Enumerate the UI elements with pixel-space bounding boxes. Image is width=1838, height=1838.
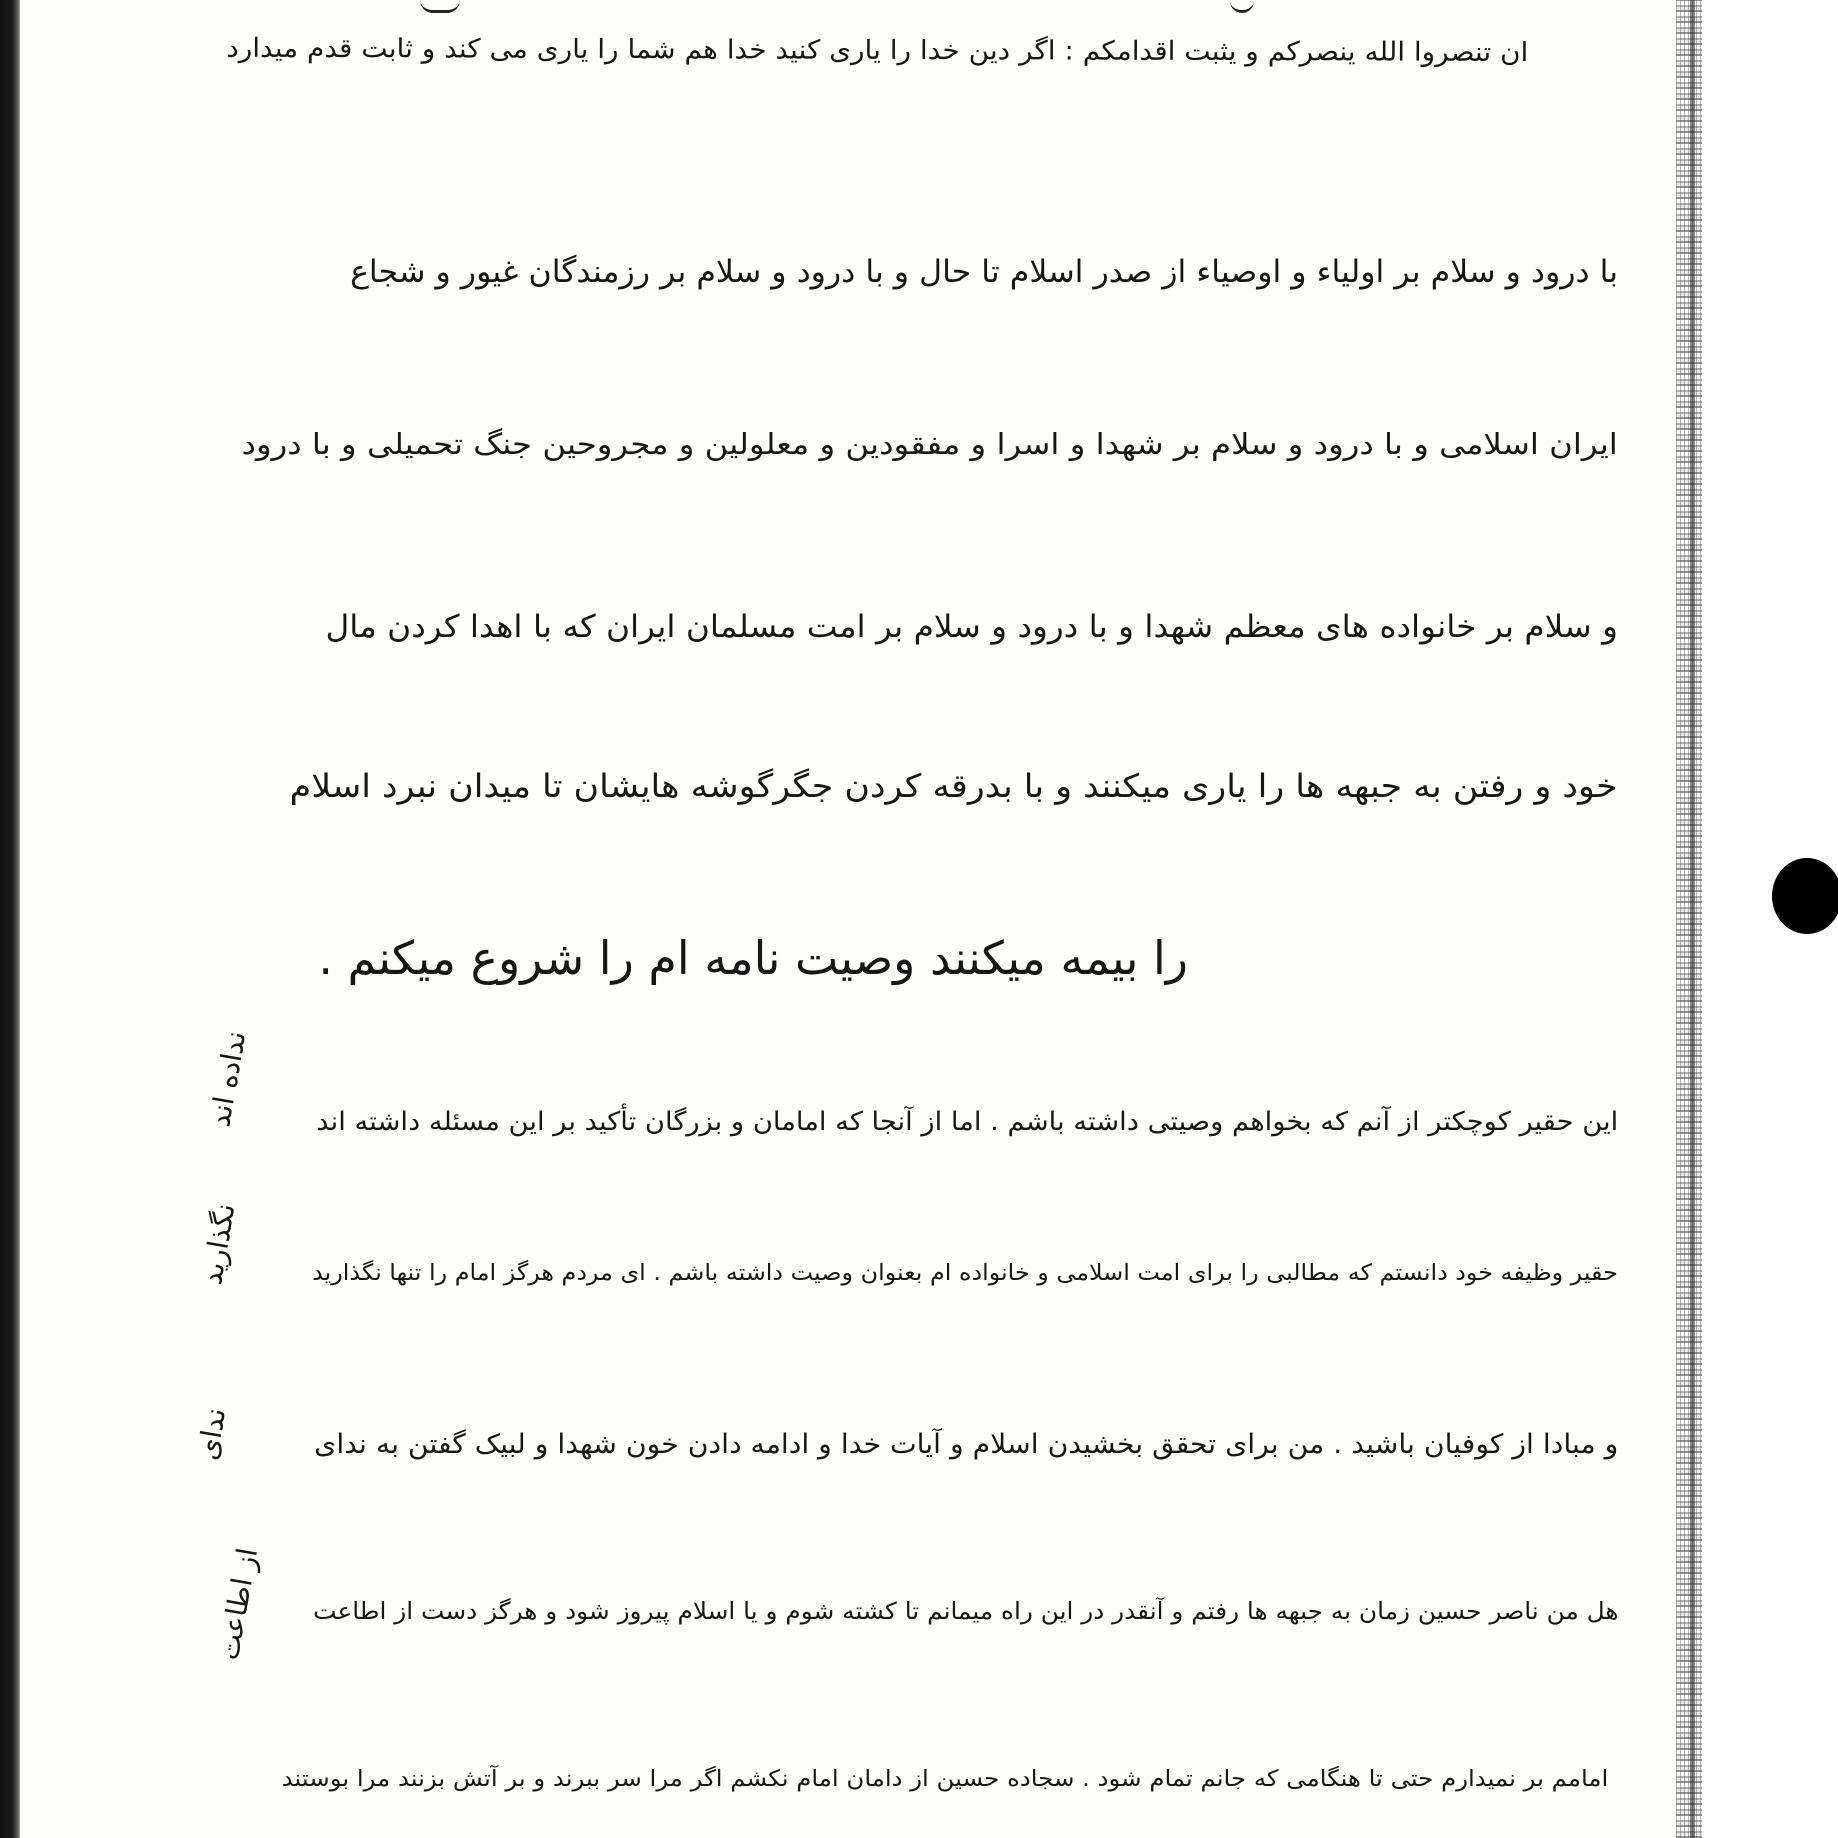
handwritten-line-6: را بیمه میکنند وصیت نامه ام را شروع میکنم . xyxy=(318,931,1188,985)
handwritten-line-5: خود و رفتن به جبهه ها را یاری میکنند و با بدرقه کردن جگرگوشه هایشان تا میدان نبرد اسلام xyxy=(290,767,1618,805)
paper-right-edge xyxy=(1676,0,1702,1838)
handwritten-line-1: ان تنصروا الله ینصرکم و یثبت اقدامکم : اگر دین خدا را یاری کنید خدا هم شما را یاری می کند و ثابت قدم میدارد xyxy=(225,32,1529,68)
handwritten-line-11: امامم بر نمیدارم حتی تا هنگامی که جانم تمام شود . سجاده حسین از دامان امام نکشم اگر مرا سر ببرند و بر آتش بزنند مرا بوستند xyxy=(281,1766,1608,1792)
handwritten-line-10: هل من ناصر حسین زمان به جبهه ها رفتم و آنقدر در این راه میمانم تا کشته شوم و یا اسلام پیروز شود و هرگز دست از اطاعت xyxy=(312,1597,1618,1625)
paper-right-edge-shadow xyxy=(1690,0,1695,1838)
handwritten-line-9: و مبادا از کوفیان باشید . من برای تحقق بخشیدن اسلام و آیات خدا و ادامه دادن خون شهدا و لبیک گفتن به ندای xyxy=(313,1429,1618,1460)
scanner-left-edge xyxy=(0,0,22,1838)
handwritten-line-3: ایران اسلامی و با درود و سلام بر شهدا و اسرا و مفقودین و معلولین و مجروحین جنگ تحمیلی و با درود xyxy=(241,427,1618,461)
handwritten-line-2: با درود و سلام بر اولیاء و اوصیاء از صدر اسلام تا حال و با درود و سلام بر رزمندگان غیور و شجاع xyxy=(349,255,1618,290)
margin-note: نداده اند xyxy=(203,1028,253,1130)
handwritten-line-4: و سلام بر خانواده های معظم شهدا و با درود و سلام بر امت مسلمان ایران که با اهدا کردن مال xyxy=(325,609,1618,645)
margin-note: ندای xyxy=(190,1405,233,1463)
handwritten-line-7: این حقیر کوچکتر از آنم که بخواهم وصیتی داشته باشم . اما از آنجا که امامان و بزرگان تأکید بر این مسئله داشته اند xyxy=(316,1107,1618,1137)
margin-note: از اطاعت xyxy=(211,1545,265,1663)
margin-note: نگذارید xyxy=(195,1200,242,1288)
handwritten-line-8: حقیر وظیفه خود دانستم که مطالبی را برای امت اسلامی و خانواده ام بعنوان وصیت داشته باشم . ای مردم هرگز امام را تنها نگذارید xyxy=(312,1260,1618,1286)
binder-punch-hole xyxy=(1772,858,1838,934)
